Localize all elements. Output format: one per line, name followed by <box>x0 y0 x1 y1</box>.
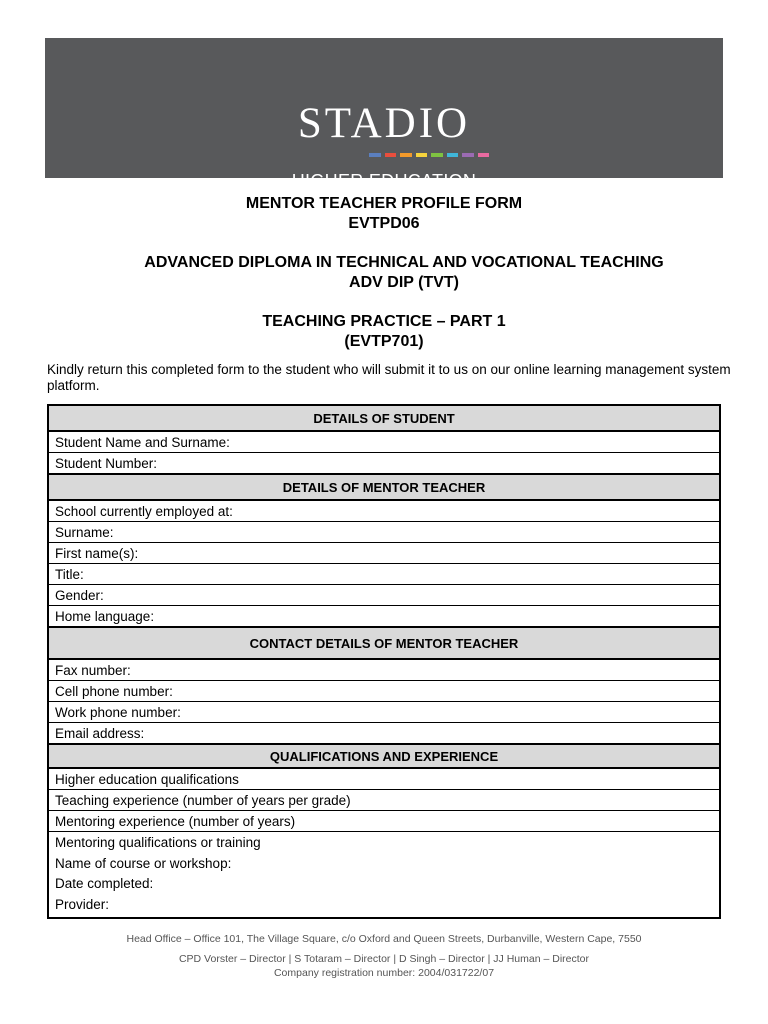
form-field-row <box>48 723 720 745</box>
form-field-row <box>48 768 720 790</box>
qualification-short: ADV DIP (TVT) <box>349 274 459 291</box>
qualification-title: ADVANCED DIPLOMA IN TECHNICAL AND VOCATIONAL TEACHING <box>144 254 664 271</box>
brand-logo-text: STADIO <box>297 100 471 147</box>
footer-directors: CPD Vorster – Director | S Totaram – Director | D Singh – Director | JJ Human – Director <box>178 953 590 965</box>
form-field-label: Mentoring qualifications or training <box>55 835 261 850</box>
module-code: (EVTP701) <box>344 333 424 350</box>
form-field[interactable]: School currently employed at: <box>48 500 720 522</box>
section-header-row <box>48 474 720 500</box>
form-field-row <box>48 543 720 564</box>
brand-color-segment <box>400 153 412 157</box>
form-title-block <box>0 194 768 234</box>
form-field[interactable]: Title: <box>48 564 720 585</box>
section-heading: DETAILS OF MENTOR TEACHER <box>48 474 720 500</box>
form-field-row <box>48 790 720 811</box>
form-field-row <box>48 522 720 543</box>
brand-color-bar <box>369 153 489 157</box>
form-field[interactable]: Cell phone number: <box>48 681 720 702</box>
form-field-label: Name of course or workshop: <box>55 855 232 871</box>
form-field[interactable]: Fax number: <box>48 659 720 681</box>
form-field-row <box>48 564 720 585</box>
form-field-row <box>48 453 720 475</box>
section-header-row <box>48 405 720 431</box>
brand-color-segment <box>447 153 459 157</box>
brand-subtitle: HIGHER EDUCATION <box>291 171 477 191</box>
form-field[interactable]: Student Number: <box>48 453 720 475</box>
form-field[interactable]: First name(s): <box>48 543 720 564</box>
form-code: EVTPD06 <box>348 215 420 232</box>
form-field[interactable]: Gender: <box>48 585 720 606</box>
section-header-row <box>48 627 720 659</box>
brand-color-segment <box>416 153 428 157</box>
form-field[interactable]: Student Name and Surname: <box>48 431 720 453</box>
brand-color-segment <box>431 153 443 157</box>
form-title: MENTOR TEACHER PROFILE FORM <box>245 195 523 212</box>
section-header-row <box>48 744 720 768</box>
form-field[interactable]: Email address: <box>48 723 720 745</box>
intro-instructions: Kindly return this completed form to the student who will submit it to us on our online learning management system platform. <box>47 362 731 393</box>
form-field[interactable]: Higher education qualifications <box>48 768 720 790</box>
section-heading: QUALIFICATIONS AND EXPERIENCE <box>48 744 720 768</box>
form-field[interactable]: Surname: <box>48 522 720 543</box>
header-banner <box>45 38 723 191</box>
brand-color-segment <box>369 153 381 157</box>
section-heading: DETAILS OF STUDENT <box>48 405 720 431</box>
brand-color-segment <box>462 153 474 157</box>
form-field-row <box>48 659 720 681</box>
form-field-label: Provider: <box>55 896 110 912</box>
form-field-row <box>48 832 720 919</box>
brand-color-segment <box>385 153 397 157</box>
form-field-row <box>48 811 720 832</box>
form-field-row <box>48 500 720 522</box>
form-field-label: Date completed: <box>55 876 154 891</box>
form-field[interactable]: Mentoring experience (number of years) <box>48 811 720 832</box>
form-field-row <box>48 431 720 453</box>
form-field-row <box>48 606 720 628</box>
form-field[interactable]: Teaching experience (number of years per grade) <box>48 790 720 811</box>
form-field[interactable]: Home language: <box>48 606 720 628</box>
footer-address: Head Office – Office 101, The Village Square, c/o Oxford and Queen Streets, Durbanville, Western Cape, 7550 <box>126 933 642 945</box>
form-field-row <box>48 702 720 723</box>
footer-registration: Company registration number: 2004/031722/07 <box>273 967 495 979</box>
form-field[interactable]: Work phone number: <box>48 702 720 723</box>
module-title: TEACHING PRACTICE – PART 1 <box>262 313 506 330</box>
mentoring-qualifications-field[interactable] <box>48 832 720 919</box>
form-field-row <box>48 681 720 702</box>
module-block <box>0 312 768 352</box>
form-field-row <box>48 585 720 606</box>
section-heading: CONTACT DETAILS OF MENTOR TEACHER <box>48 627 720 659</box>
profile-form-table <box>47 404 721 919</box>
brand-color-segment <box>478 153 490 157</box>
page-footer <box>0 929 768 983</box>
qualification-block <box>40 253 768 293</box>
